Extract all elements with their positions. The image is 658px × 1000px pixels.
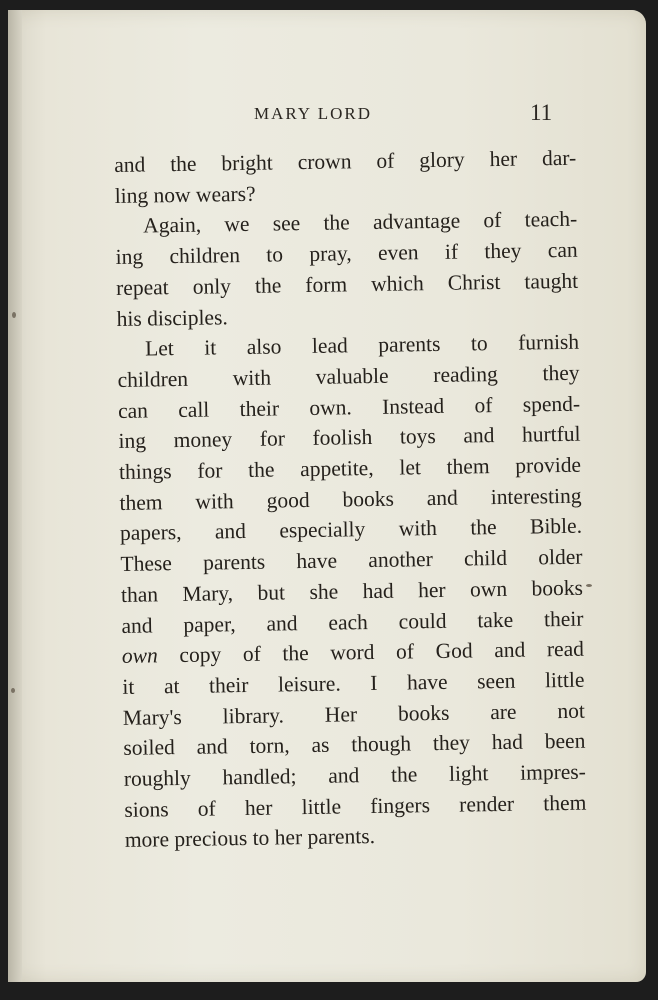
italic-word: own bbox=[121, 643, 158, 669]
text-line: Let it also lead parents to furnish bbox=[144, 329, 580, 361]
text-line: ling now wears? bbox=[114, 181, 256, 208]
text-line: it at their leisure. I have seen little bbox=[122, 667, 585, 699]
text-line: roughly handled; and the light impres- bbox=[123, 759, 587, 791]
page-header bbox=[0, 100, 658, 130]
text-line: sions of her little fingers render them bbox=[124, 790, 587, 822]
text-line: than Mary, but she had her own books bbox=[120, 575, 584, 607]
text-line: Mary's library. Her books are not bbox=[122, 698, 586, 730]
page-number: 11 bbox=[530, 100, 553, 125]
text-line-remainder: copy of the word of God and read bbox=[179, 636, 585, 668]
paper-speck bbox=[11, 688, 15, 693]
text-line: and the bright crown of glory her dar- bbox=[114, 145, 577, 177]
text-line: These parents have another child older bbox=[120, 544, 583, 577]
text-line: children with valuable reading they bbox=[117, 360, 580, 392]
body-text bbox=[114, 143, 587, 856]
text-line: things for the appetite, let them provide bbox=[118, 452, 582, 484]
text-line: repeat only the form which Christ taught bbox=[115, 268, 579, 300]
text-line: Again, we see the advantage of teach- bbox=[143, 207, 578, 238]
text-line: and paper, and each could take their bbox=[121, 606, 584, 638]
text-line: more precious to her parents. bbox=[124, 824, 376, 853]
paper-speck bbox=[12, 312, 16, 318]
running-head: MARY LORD bbox=[254, 104, 372, 123]
text-line: soiled and torn, as though they had been bbox=[123, 729, 586, 761]
text-line: can call their own. Instead of spend- bbox=[117, 391, 581, 423]
paper-speck bbox=[586, 584, 592, 587]
text-line: ing money for foolish toys and hurtful bbox=[118, 422, 581, 454]
text-line: papers, and especially with the Bible. bbox=[119, 514, 583, 546]
text-line: ing children to pray, even if they can bbox=[115, 237, 578, 270]
text-line: his disciples. bbox=[116, 304, 228, 331]
page-gutter bbox=[8, 10, 22, 982]
text-line: them with good books and interesting bbox=[119, 483, 582, 515]
